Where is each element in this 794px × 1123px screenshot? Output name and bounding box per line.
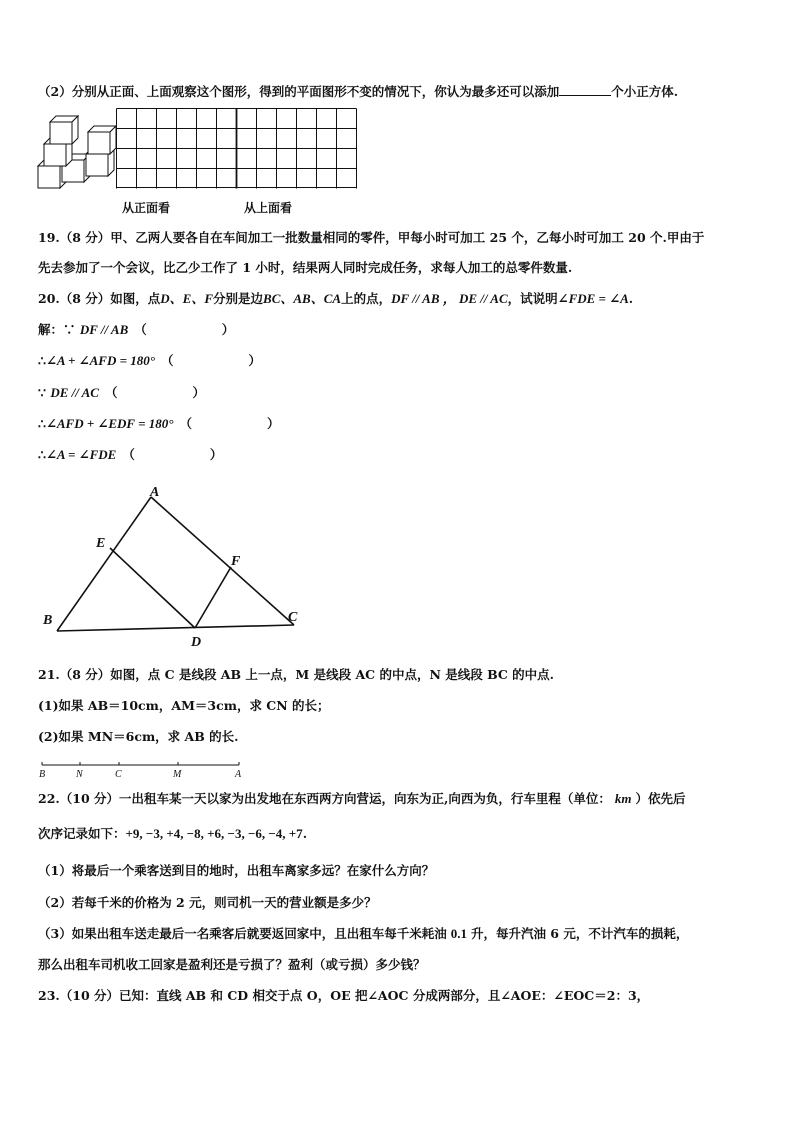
q22-record-end: . (302, 826, 308, 841)
segment-figure (36, 758, 246, 780)
reason-blank: （ ） (104, 385, 205, 400)
fuel-rate: 0.1 (450, 926, 467, 941)
q22-text-end: ）依先后 (635, 791, 686, 806)
q21-line3: (2)如果 MN＝6cm，求 AB 的长. (38, 729, 239, 744)
point-n: N (76, 769, 83, 780)
q22-line1 (38, 791, 686, 807)
q20-intro (38, 291, 633, 307)
step-lead: ∴ (38, 447, 46, 462)
q19-line1: 19.（8 分）甲、乙两人要各自在车间加工一批数量相同的零件，甲每小时可加工 25 个，乙每小时可加工 20 个.甲由于 (38, 230, 705, 245)
q18-part2-line (38, 83, 678, 100)
side-ab (57, 497, 151, 631)
proof-step-4 (38, 416, 280, 432)
q20-sides: BC、AB、CA (263, 291, 342, 306)
label-e: E (96, 536, 106, 551)
step-expr: ∠AFD + ∠EDF = 180° (45, 416, 174, 431)
q22-record-label: 次序记录如下： (38, 826, 126, 841)
q20-points: D、E、F (160, 291, 214, 306)
q20-condition: DF // AB ， DE // AC (391, 291, 508, 306)
proof-step-2 (38, 353, 261, 369)
triangle-figure (40, 484, 310, 650)
top-view-label: 从上面看 (244, 201, 293, 215)
proof-step-3 (38, 385, 205, 401)
q21-line1: 21.（8 分）如图，点 C 是线段 AB 上一点，M 是线段 AC 的中点，N 是线段 BC 的中点. (38, 667, 555, 682)
mileage-record: +9, −3, +4, −8, +6, −3, −6, −4, +7 (125, 826, 303, 841)
proof-step-1 (38, 322, 234, 338)
point-b: B (39, 769, 46, 780)
q18-part2-suffix: 个小正方体. (611, 84, 679, 99)
label-d: D (191, 635, 202, 650)
unit-km: km (614, 791, 632, 806)
q22-part3-line2: 那么出租车司机收工回家是盈利还是亏损了？盈利（或亏损）多少钱？ (38, 957, 426, 972)
step-expr: ∠A + ∠AFD = 180° (45, 353, 155, 368)
q20-mid2: 上的点， (341, 291, 392, 306)
side-bc (57, 625, 294, 631)
label-a: A (150, 485, 160, 500)
step-expr: DE // AC (50, 385, 99, 400)
view-grid (116, 108, 358, 188)
label-b: B (43, 613, 53, 628)
front-view-label: 从正面看 (122, 201, 171, 215)
point-a: A (235, 769, 242, 780)
step-lead: ∴ (38, 353, 46, 368)
step-lead: 解：∵ (38, 322, 80, 337)
step-lead: ∵ (38, 385, 51, 400)
q22-part1: （1）将最后一个乘客送到目的地时，出租车离家多远？在家什么方向？ (38, 863, 435, 878)
segment-ed (110, 548, 195, 628)
answer-blank (559, 83, 611, 96)
q22-part3-text-end: 升，每升汽油 6 元，不计汽车的损耗， (470, 926, 689, 941)
q22-line2 (38, 826, 307, 842)
q20-prefix: 20.（8 分）如图，点 (38, 291, 161, 306)
label-f: F (231, 554, 241, 569)
reason-blank: （ ） (179, 416, 280, 431)
q21-line2: (1)如果 AB＝10cm，AM＝3cm，求 CN 的长； (38, 698, 330, 713)
label-c: C (288, 610, 298, 625)
step-expr: DF // AB (79, 322, 129, 337)
q18-part2-text: （2）分别从正面、上面观察这个图形，得到的平面图形不变的情况下，你认为最多还可以添加 (38, 84, 560, 99)
point-m: M (173, 769, 182, 780)
proof-step-5 (38, 447, 222, 463)
q20-suffix: ，试说明 (507, 291, 558, 306)
q20-goal: ∠FDE = ∠A (557, 291, 629, 306)
point-c: C (115, 769, 122, 780)
q23-line1: 23.（10 分）已知：直线 AB 和 CD 相交于点 O，OE 把∠AOC 分成两部分，且∠AOE：∠EOC＝2：3， (38, 988, 650, 1003)
reason-blank: （ ） (122, 447, 223, 462)
q22-part3 (38, 926, 688, 942)
q20-end: . (628, 291, 634, 306)
reason-blank: （ ） (134, 322, 235, 337)
step-expr: ∠A = ∠FDE (45, 447, 117, 462)
q22-part2: （2）若每千米的价格为 2 元，则司机一天的营业额是多少？ (38, 895, 377, 910)
q22-part3-text: （3）如果出租车送走最后一名乘客后就要返回家中，且出租车每千米耗油 (38, 926, 447, 941)
q22-text: 22.（10 分）一出租车某一天以家为出发地在东西两方向营运，向东为正,向西为负，行车里程（单位： (38, 791, 611, 806)
q20-mid: 分别是边 (213, 291, 264, 306)
segment-df (195, 567, 231, 628)
step-lead: ∴ (38, 416, 46, 431)
cube-stack-figure (36, 108, 116, 190)
reason-blank: （ ） (160, 353, 261, 368)
q19-line2: 先去参加了一个会议，比乙少工作了 1 小时，结果两人同时完成任务，求每人加工的总零件数量. (38, 260, 573, 275)
